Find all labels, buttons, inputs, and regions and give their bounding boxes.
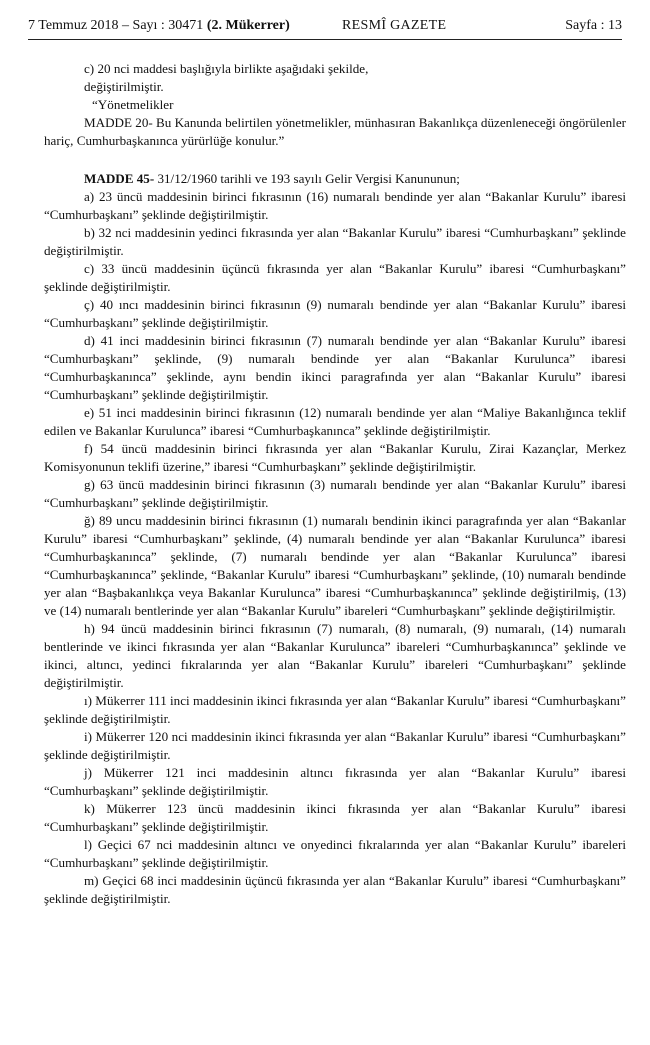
article-item: m) Geçici 68 inci maddesinin üçüncü fıkrasında yer alan “Bakanlar Kurulu” ibaresi “Cumhurbaşkanı” şeklinde değiştirilmiştir. — [44, 873, 626, 906]
quote-body: MADDE 20- Bu Kanunda belirtilen yönetmelikler, münhasıran Bakanlıkça düzenleneceği öngörülenler hariç, Cumhurbaşkanınca yürürlüğe konulur.” — [44, 115, 626, 148]
article-item: ı) Mükerrer 111 inci maddesinin ikinci fıkrasında yer alan “Bakanlar Kurulu” ibaresi “Cumhurbaşkanı” şeklinde değiştirilmiştir. — [44, 693, 626, 726]
article-items — [44, 188, 626, 908]
header-rule — [28, 39, 622, 40]
page-header — [28, 10, 622, 40]
article-label: MADDE 45- — [84, 171, 155, 186]
header-mukerrer: (2. Mükerrer) — [206, 18, 290, 33]
header-page-number: Sayfa : 13 — [565, 18, 622, 33]
header-date-issue — [28, 18, 290, 34]
article-item: ç) 40 ıncı maddesinin birinci fıkrasının (9) numaralı bendinde yer alan “Bakanlar Kurulu” ibaresi “Cumhurbaşkanı” şeklinde değiştirilmiştir. — [44, 297, 626, 330]
header-title: RESMÎ GAZETE — [342, 18, 447, 33]
article-item: l) Geçici 67 nci maddesinin altıncı ve onyedinci fıkralarında yer alan “Bakanlar Kurulu” ibareleri “Cumhurbaşkanı” şeklinde değiştirilmiştir. — [44, 837, 626, 870]
article-lead: 31/12/1960 tarihli ve 193 sayılı Gelir Vergisi Kanununun; — [154, 171, 460, 186]
article-item: d) 41 inci maddesinin birinci fıkrasının (7) numaralı bendinde yer alan “Bakanlar Kurulu” ibaresi “Cumhurbaşkanı” şeklinde, (9) numaralı bendinde yer alan “Bakanlar Kurulunca” ibaresi “Cumhurbaşkanınca” şeklinde, aynı bendin ikinci paragrafında yer alan “Bakanlar Kurulu” ibaresi “Cumhurbaşkanı” şeklinde değiştirilmiştir. — [44, 333, 626, 402]
intro-line-1: c) 20 nci maddesi başlığıyla birlikte aşağıdaki şekilde, — [84, 61, 369, 76]
article-item: f) 54 üncü maddesinin birinci fıkrasında yer alan “Bakanlar Kurulu, Zirai Kazançlar, Merkez Komisyonunun teklifi üzerine,” ibaresi “Cumhurbaşkanı” şeklinde değiştirilmiştir. — [44, 441, 626, 474]
article-item: i) Mükerrer 120 nci maddesinin ikinci fıkrasında yer alan “Bakanlar Kurulu” ibaresi “Cumhurbaşkanı” şeklinde değiştirilmiştir. — [44, 729, 626, 762]
article-item: a) 23 üncü maddesinin birinci fıkrasının (16) numaralı bendinde yer alan “Bakanlar Kurulu” ibaresi “Cumhurbaşkanı” şeklinde değiştirilmiştir. — [44, 189, 626, 222]
document-body — [44, 60, 626, 908]
article-item: c) 33 üncü maddesinin üçüncü fıkrasında yer alan “Bakanlar Kurulu” ibaresi “Cumhurbaşkanı” şeklinde değiştirilmiştir. — [44, 261, 626, 294]
article-item: k) Mükerrer 123 üncü maddesinin ikinci fıkrasında yer alan “Bakanlar Kurulu” ibaresi “Cumhurbaşkanı” şeklinde değiştirilmiştir. — [44, 801, 626, 834]
header-date: 7 Temmuz 2018 – Sayı : 30471 — [28, 18, 204, 33]
intro-line-2: değiştirilmiştir. — [84, 79, 164, 94]
spacer — [44, 150, 626, 170]
article-item: e) 51 inci maddesinin birinci fıkrasının (12) numaralı bendinde yer alan “Maliye Bakanlığınca teklif edilen ve Bakanlar Kurulunca” ibaresi “Cumhurbaşkanınca” şeklinde değiştirilmiştir. — [44, 405, 626, 438]
article-item: g) 63 üncü maddesinin birinci fıkrasının (3) numaralı bendinde yer alan “Bakanlar Kurulu” ibaresi “Cumhurbaşkanı” şeklinde değiştirilmiştir. — [44, 477, 626, 510]
article-item: h) 94 üncü maddesinin birinci fıkrasının (7) numaralı, (8) numaralı, (9) numaralı, (14) numaralı bentlerinde ve ikinci fıkrasında yer alan “Bakanlar Kurulunca” ibareleri “Cumhurbaşkanınca” şeklinde ve ikinci, altıncı, yedinci fıkralarında yer alan “Bakanlar Kurulu” ibareleri “Cumhurbaşkanı” şeklinde değiştirilmiştir. — [44, 621, 626, 690]
article-item: j) Mükerrer 121 inci maddesinin altıncı fıkrasında yer alan “Bakanlar Kurulu” ibaresi “Cumhurbaşkanı” şeklinde değiştirilmiştir. — [44, 765, 626, 798]
article-heading — [44, 170, 626, 188]
article-item: b) 32 nci maddesinin yedinci fıkrasında yer alan “Bakanlar Kurulu” ibaresi “Cumhurbaşkanı” şeklinde değiştirilmiştir. — [44, 225, 626, 258]
quote-title: “Yönetmelikler — [92, 97, 174, 112]
article-item: ğ) 89 uncu maddesinin birinci fıkrasının (1) numaralı bendinin ikinci paragrafında yer alan “Bakanlar Kurulu” ibaresi “Cumhurbaşkanı” şeklinde, (4) numaralı bendinde yer alan “Bakanlar Kurulunca” ibaresi “Cumhurbaşkanınca” şeklinde, (7) numaralı bendinde yer alan “Bakanlar Kurulunca” ibaresi “Cumhurbaşkanınca” şeklinde, “Bakanlar Kurulu” ibaresi “Cumhurbaşkanı” şeklinde, (10) numaralı bendinde yer alan “Başbakanlıkça veya Bakanlar Kurulunca” ibaresi “Cumhurbaşkanınca” şeklinde değiştirilmiş, (13) ve (14) numaralı bentlerinde yer alan “Bakanlar Kurulu” ibareleri “Cumhurbaşkanı” şeklinde değiştirilmiştir. — [44, 513, 626, 618]
